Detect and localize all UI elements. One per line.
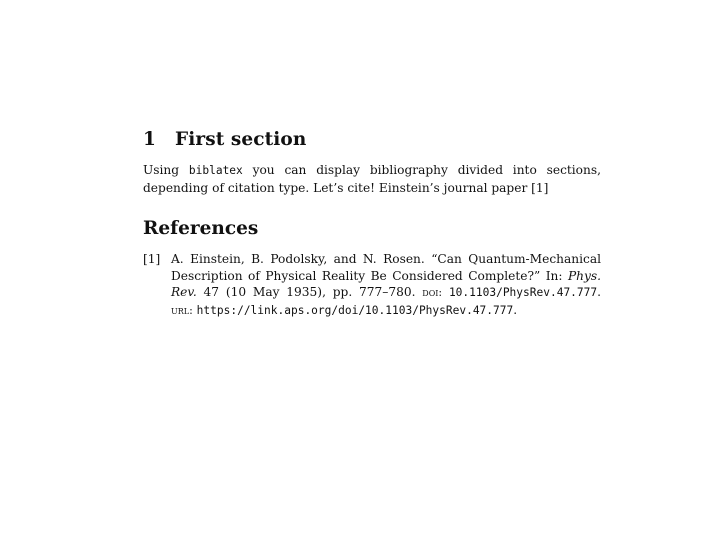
references-heading: References — [143, 218, 259, 239]
bib-url-link[interactable]: https://link.aps.org/doi/10.1103/PhysRev.47.777 — [196, 303, 514, 317]
bibliography-entry — [143, 251, 601, 319]
bib-volume: 47 — [203, 285, 220, 299]
section-heading — [143, 128, 601, 152]
bib-doi-link[interactable]: 10.1103/PhysRev.47.777 — [448, 286, 598, 299]
bib-entry-body: A. Einstein, B. Podolsky, and N. Rosen. “Can Quantum-Mechanical Description of Physical Reality Be Considered Complete?” In: Phys. Rev. 47 (10 May 1935), pp. 777–780. doi: 10.1103/PhysRev.47.777. url: https://link.aps.org/doi/10.1103/PhysRev.47.777. — [171, 252, 602, 317]
bib-date-pages: (10 May 1935), pp. 777–780. — [225, 285, 416, 299]
section-title: First section — [175, 129, 307, 150]
paragraph-text-after: you can display bibliography divided into sections, depending of citation type. Let’s cite! Einstein’s journal paper — [143, 163, 602, 195]
bib-journal: Phys. Rev. — [171, 268, 602, 299]
bib-title: “Can Quantum-Mechanical Description of Physical Reality Be Considered Complete?” — [171, 252, 602, 283]
body-paragraph — [143, 162, 601, 196]
page-content — [143, 128, 601, 319]
bib-in-label: In: — [545, 268, 563, 283]
biblatex-code: biblatex — [188, 164, 243, 177]
bib-entry-label: [1] — [143, 252, 161, 266]
paragraph-text-before: Using — [143, 163, 189, 177]
bib-doi-label: doi: — [422, 286, 443, 299]
bib-url-label: url: — [171, 303, 193, 317]
bib-authors: A. Einstein, B. Podolsky, and N. Rosen. — [171, 252, 425, 266]
citation-link[interactable]: [1] — [531, 180, 549, 195]
section-number: 1 — [143, 129, 156, 150]
